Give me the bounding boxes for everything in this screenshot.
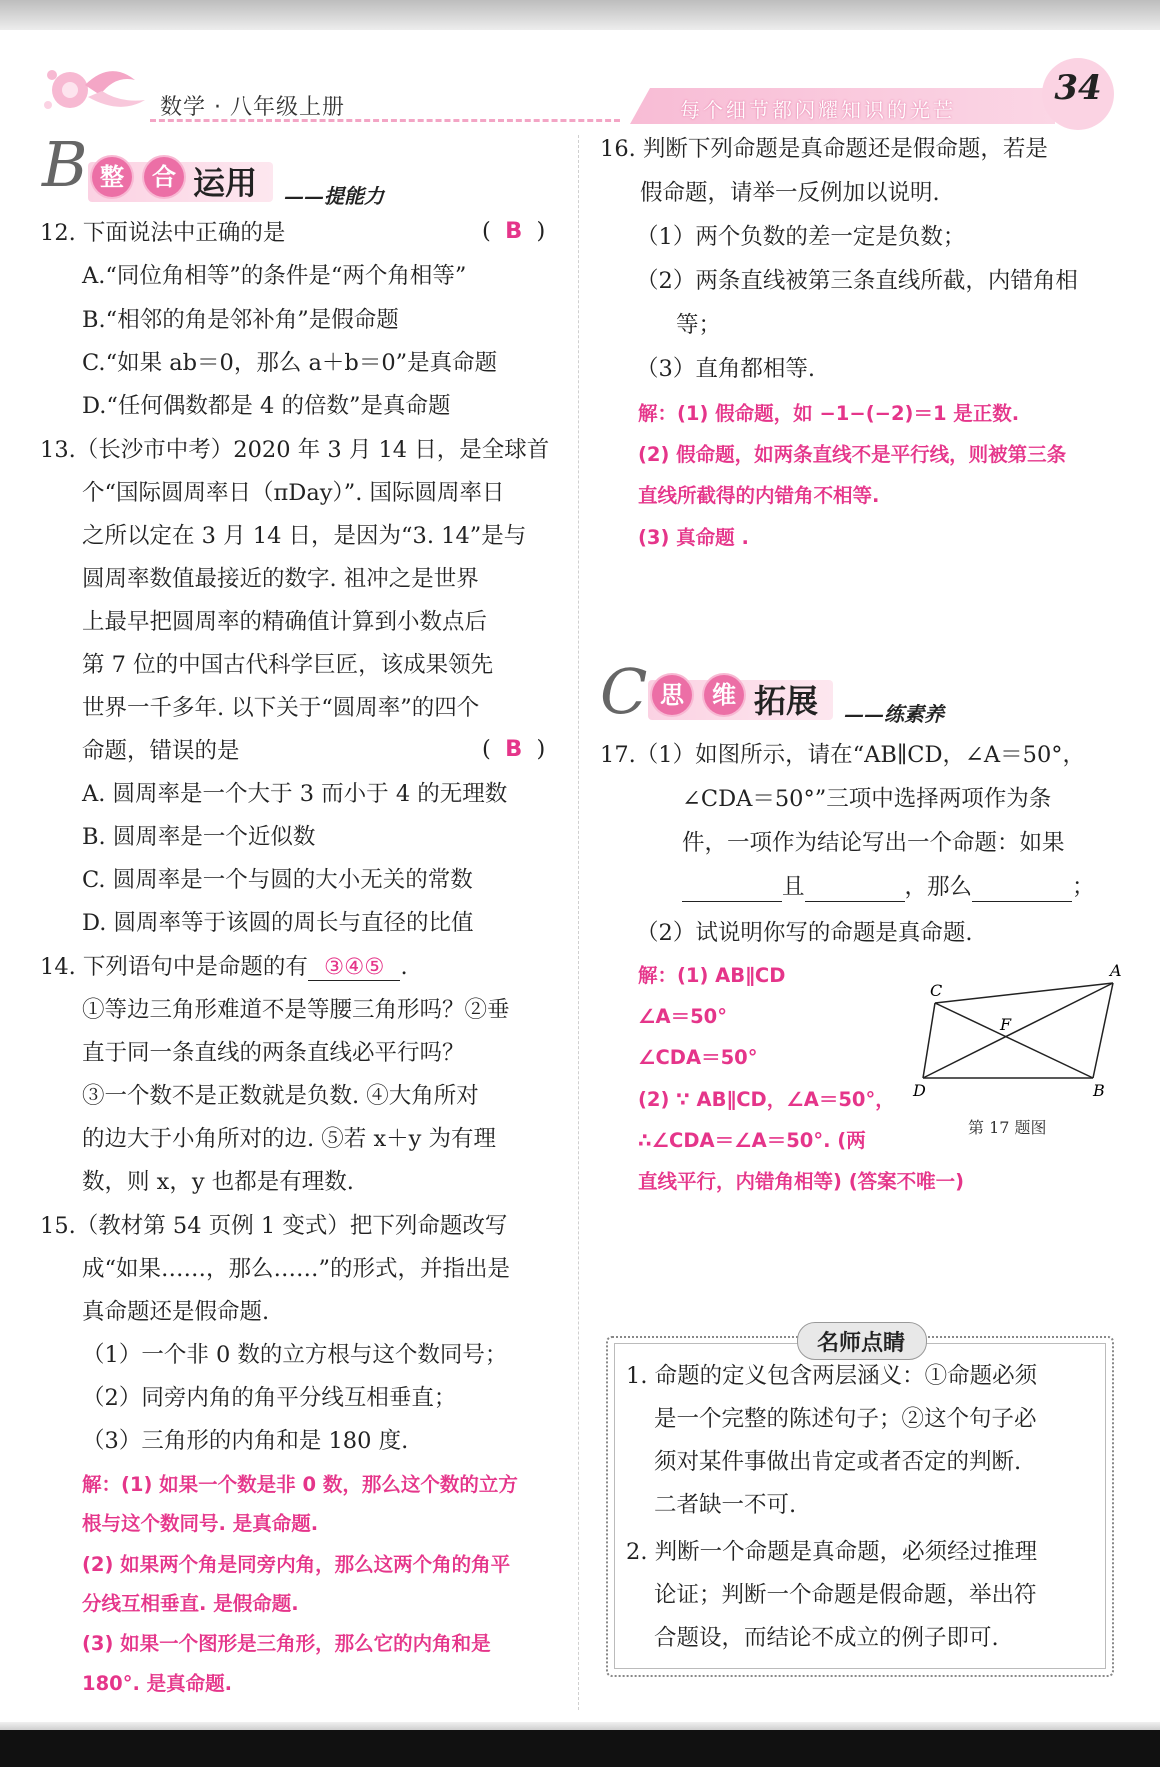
q13-option-b: B. 圆周率是一个近似数: [82, 824, 316, 850]
q17-blank-word-1: 且: [782, 874, 805, 900]
label-c: C: [930, 981, 943, 1000]
q14-line-2: 直于同一条直线的两条直线必平行吗？: [82, 1040, 465, 1066]
q14-line-5: 数，则 x，y 也都是有理数.: [82, 1169, 354, 1195]
q15-solution-5: (3) 如果一个图形是三角形，那么它的内角和是: [82, 1632, 491, 1655]
q17-solution-6: 直线平行，内错角相等) (答案不唯一): [638, 1170, 965, 1193]
tip-line-4: 二者缺一不可.: [654, 1492, 797, 1518]
q13-answer-paren: ( B ): [482, 736, 546, 762]
q12-answer-paren: ( B ): [482, 218, 546, 244]
q13-line-2: 个“国际圆周率日（πDay）”. 国际圆周率日: [82, 480, 505, 506]
subject-title: 数学 · 八年级上册: [160, 95, 345, 120]
q16-line-2: 假命题，请举一反例加以说明.: [640, 180, 940, 206]
q16-line-6: （3）直角都相等.: [636, 356, 815, 382]
tip-line-5: 2. 判断一个命题是真命题，必须经过推理: [626, 1539, 1038, 1565]
q14-answer: ③④⑤: [308, 954, 401, 981]
q14-stem-line: [40, 952, 408, 982]
q12-answer: B: [505, 218, 523, 244]
top-shadow-bar: [0, 0, 1160, 30]
q17-line-3: 件，一项作为结论写出一个命题：如果: [682, 830, 1065, 856]
q17-blank-word-2: ，那么: [904, 874, 973, 900]
q12-option-b: B.“相邻的角是邻补角”是假命题: [82, 307, 399, 333]
label-a: A: [1110, 961, 1122, 980]
q17-geometry-figure: [905, 958, 1125, 1098]
tip-line-3: 须对某件事做出肯定或者否定的判断.: [654, 1449, 1022, 1475]
segment-ad: [923, 983, 1113, 1078]
tip-line-2: 是一个完整的陈述句子；②这个句子必: [654, 1406, 1037, 1432]
segment-cb: [935, 1003, 1093, 1078]
q17-solution-2: ∠A＝50°: [638, 1005, 727, 1028]
tip-line-1: 1. 命题的定义包含两层涵义：①命题必须: [626, 1363, 1038, 1389]
q16-solution-4: (3) 真命题 .: [638, 526, 749, 549]
segment-ca: [935, 983, 1113, 1003]
q17-blank-line: [682, 872, 1095, 902]
q15-line-1: 15.（教材第 54 页例 1 变式）把下列命题改写: [40, 1213, 508, 1239]
motto-text: 每个细节都闪耀知识的光芒: [680, 98, 956, 122]
q17-blank-2[interactable]: [805, 879, 905, 902]
q15-solution-6: 180°. 是真命题.: [82, 1672, 233, 1695]
q16-solution-2: (2) 假命题，如两条直线不是平行线，则被第三条: [638, 443, 1067, 466]
q14-end: .: [400, 954, 408, 980]
header-dashed-line: [150, 119, 620, 122]
label-f: F: [1000, 1015, 1012, 1034]
q14-line-1: ①等边三角形难道不是等腰三角形吗？②垂: [82, 997, 510, 1023]
q12-option-a: A.“同位角相等”的条件是“两个角相等”: [82, 263, 467, 289]
q13-option-c: C. 圆周率是一个与圆的大小无关的常数: [82, 867, 473, 893]
q16-solution-3: 直线所截得的内错角不相等.: [638, 484, 880, 507]
label-b: B: [1093, 1081, 1105, 1098]
section-b-title: 运用: [193, 164, 258, 202]
q13-line-5: 上最早把圆周率的精确值计算到小数点后: [82, 609, 488, 635]
q15-line-5: （2）同旁内角的角平分线互相垂直；: [82, 1385, 457, 1411]
q15-line-2: 成“如果……，那么……”的形式，并指出是: [82, 1256, 511, 1282]
q14-line-3: ③一个数不是正数就是负数. ④大角所对: [82, 1083, 479, 1109]
q16-line-3: （1）两个负数的差一定是负数；: [636, 224, 966, 250]
q13-option-a: A. 圆周率是一个大于 3 而小于 4 的无理数: [82, 781, 508, 807]
section-b-letter: B: [42, 128, 88, 201]
q16-line-5: 等；: [676, 312, 722, 338]
q17-blank-3[interactable]: [972, 879, 1072, 902]
q17-solution-3: ∠CDA＝50°: [638, 1046, 758, 1069]
section-c-title: 拓展: [754, 682, 819, 720]
figure-caption: 第 17 题图: [968, 1118, 1047, 1137]
q13-answer: B: [505, 736, 523, 762]
q13-line-8: 命题，错误的是: [82, 738, 240, 764]
q12-stem: 12. 下面说法中正确的是: [40, 220, 286, 246]
section-c-subtitle: ——练素养: [844, 702, 944, 726]
section-b-subtitle: ——提能力: [284, 184, 384, 208]
q12-option-c: C.“如果 ab＝0，那么 a＋b＝0”是真命题: [82, 350, 498, 376]
tip-line-7: 合题设，而结论不成立的例子即可.: [654, 1625, 999, 1651]
q12-option-d: D.“任何偶数都是 4 的倍数”是真命题: [82, 393, 451, 419]
tip-line-6: 论证；判断一个命题是假命题，举出符: [654, 1582, 1037, 1608]
q15-solution-3: (2) 如果两个角是同旁内角，那么这两个角的角平: [82, 1553, 511, 1576]
q13-line-3: 之所以定在 3 月 14 日，是因为“3. 14”是与: [82, 523, 527, 549]
q17-part2: （2）试说明你写的命题是真命题.: [636, 920, 973, 946]
q17-solution-5: ∴∠CDA＝∠A＝50°. (两: [638, 1129, 866, 1152]
q13-line-6: 第 7 位的中国古代科学巨匠，该成果领先: [82, 652, 494, 678]
q15-solution-1: 解：(1) 如果一个数是非 0 数，那么这个数的立方: [82, 1473, 518, 1496]
q15-solution-2: 根与这个数同号. 是真命题.: [82, 1512, 319, 1535]
q17-line-2: ∠CDA＝50°”三项中选择两项作为条: [682, 786, 1052, 812]
segment-ab: [1093, 983, 1113, 1078]
segment-dc: [923, 1003, 935, 1078]
bottom-bar: [0, 1730, 1160, 1767]
q15-line-3: 真命题还是假命题.: [82, 1299, 270, 1325]
tip-title: 名师点睛: [816, 1331, 905, 1356]
q13-line-4: 圆周率数值最接近的数字. 祖冲之是世界: [82, 566, 479, 592]
flower-ornament-icon: [40, 55, 150, 125]
q17-solution-4: (2) ∵ AB∥CD，∠A＝50°，: [638, 1088, 895, 1111]
section-b-char-1: 整: [92, 157, 132, 197]
q16-line-4: （2）两条直线被第三条直线所截，内错角相: [636, 268, 1078, 294]
label-d: D: [913, 1081, 926, 1098]
section-c-char-2: 维: [704, 675, 744, 715]
q13-line-7: 世界一千多年. 以下关于“圆周率”的四个: [82, 695, 480, 721]
q16-line-1: 16. 判断下列命题是真命题还是假命题，若是: [600, 136, 1048, 162]
section-c-letter: C: [600, 655, 648, 728]
q17-solution-1: 解：(1) AB∥CD: [638, 964, 786, 987]
q14-line-4: 的边大于小角所对的边. ⑤若 x＋y 为有理: [82, 1126, 497, 1152]
q15-line-6: （3）三角形的内角和是 180 度.: [82, 1428, 409, 1454]
q17-line-1: 17.（1）如图所示，请在“AB∥CD，∠A＝50°，: [600, 742, 1086, 768]
q13-line-1: 13.（长沙市中考）2020 年 3 月 14 日，是全球首: [40, 437, 550, 463]
q16-solution-1: 解：(1) 假命题，如 −1−(−2)＝1 是正数.: [638, 402, 1020, 425]
column-divider: [578, 135, 579, 1710]
page-number: 34: [1054, 68, 1102, 108]
section-c-char-1: 思: [652, 675, 692, 715]
q15-line-4: （1）一个非 0 数的立方根与这个数同号；: [82, 1342, 508, 1368]
section-b-char-2: 合: [144, 157, 184, 197]
q17-blank-word-3: ；: [1072, 874, 1095, 900]
q15-solution-4: 分线互相垂直. 是假命题.: [82, 1592, 299, 1615]
bottom-shadow: [0, 1722, 1160, 1730]
q13-option-d: D. 圆周率等于该圆的周长与直径的比值: [82, 910, 474, 936]
q14-stem: 14. 下列语句中是命题的有: [40, 954, 308, 980]
q17-blank-1[interactable]: [682, 879, 782, 902]
